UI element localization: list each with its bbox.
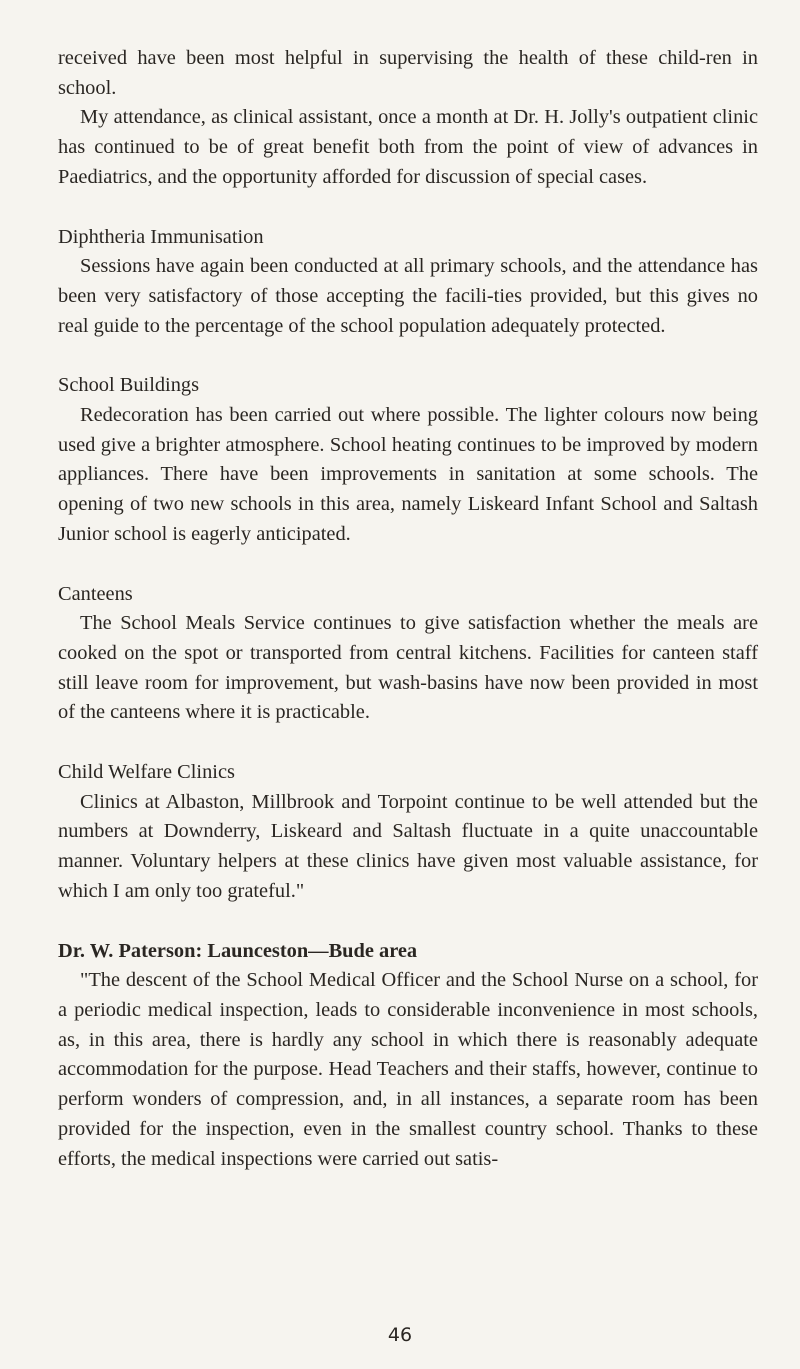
heading-school-buildings: School Buildings <box>58 374 200 397</box>
section-gap <box>58 550 758 580</box>
heading-paterson-report: Dr. W. Paterson: Launceston—Bude area <box>58 939 418 962</box>
heading-canteens: Canteens <box>58 582 133 605</box>
section-gap <box>58 907 758 937</box>
section-gap <box>58 728 758 758</box>
heading-child-welfare-clinics: Child Welfare Clinics <box>58 761 235 784</box>
text-column <box>58 44 758 1174</box>
paragraph-child-welfare-clinics: Clinics at Albaston, Millbrook and Torpoint continue to be well attended but the numbers at Downderry, Liskeard and Saltash fluctuate in a quite unaccountable manner. Voluntary helpers at these clinics have given most valuable assistance, for which I am only too grateful." <box>58 790 758 902</box>
section-gap <box>58 193 758 223</box>
heading-diphtheria-immunisation: Diphtheria Immunisation <box>58 225 264 248</box>
paragraph-continued: received have been most helpful in supervising the health of these child-ren in school. <box>58 47 758 99</box>
paragraph-canteens: The School Meals Service continues to give satisfaction whether the meals are cooked on the spot or transported from central kitchens. Facilities for canteen staff still leave room for improvement, but wash-basins have now been provided in most of the canteens where it is practicable. <box>58 612 758 724</box>
paragraph-clinic-attendance: My attendance, as clinical assistant, once a month at Dr. H. Jolly's outpatient clinic has continued to be of great benefit both from the point of view of advances in Paediatrics, and the opportunity afforded for discussion of special cases. <box>58 106 758 188</box>
paragraph-paterson-report: "The descent of the School Medical Officer and the School Nurse on a school, for a periodic medical inspection, leads to considerable inconvenience in most schools, as, in this area, there is hardly any school in which there is reasonably adequate accommodation for the purpose. Head Teachers and their staffs, however, continue to perform wonders of compression, and, in all instances, a separate room has been provided for the inspection, even in the smallest country school. Thanks to these efforts, the medical inspections were carried out satis- <box>58 969 758 1170</box>
paragraph-school-buildings: Redecoration has been carried out where possible. The lighter colours now being used give a brighter atmosphere. School heating continues to be improved by modern appliances. There have been improvements in sanitation at some schools. The opening of two new schools in this area, namely Liskeard Infant School and Saltash Junior school is eagerly anticipated. <box>58 404 758 545</box>
section-gap <box>58 341 758 371</box>
paragraph-diphtheria-immunisation: Sessions have again been conducted at all primary schools, and the attendance has been very satisfactory of those accepting the facili-ties provided, but this gives no real guide to the percentage of the school population adequately protected. <box>58 255 758 337</box>
page-number: 46 <box>387 1324 413 1346</box>
